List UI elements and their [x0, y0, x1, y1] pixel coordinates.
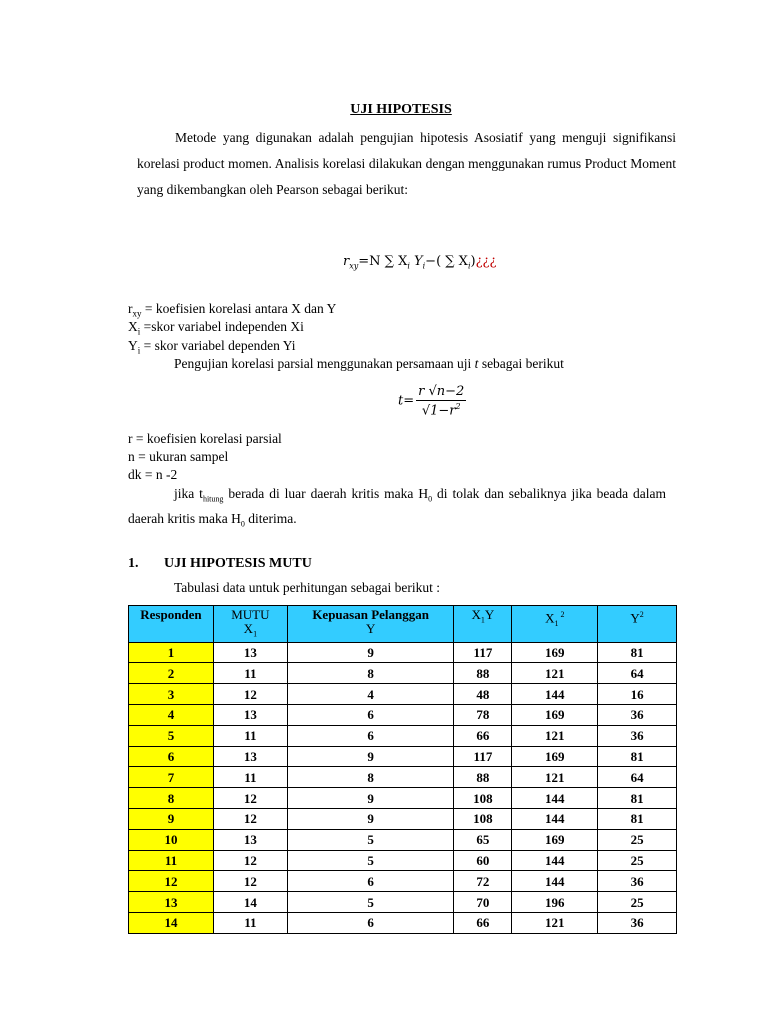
cell-mutu: 13 — [213, 746, 287, 767]
cell-mutu: 13 — [213, 642, 287, 663]
cell-xy: 65 — [454, 829, 512, 850]
table-caption: Tabulasi data untuk perhitungan sebagai berikut : — [174, 580, 440, 595]
definition-rxy: $r_{xy}$ = koefisien korelasi antara X dan Y — [128, 301, 337, 319]
cell-y-squared: 81 — [598, 788, 677, 809]
header-responden: Responden — [129, 606, 214, 643]
cell-xy: 66 — [454, 912, 512, 933]
cell-responden: 3 — [129, 684, 214, 705]
table-row — [129, 912, 677, 933]
cell-responden: 4 — [129, 704, 214, 725]
cell-x-squared: 121 — [512, 912, 598, 933]
cell-x-squared: 144 — [512, 788, 598, 809]
cell-responden: 10 — [129, 829, 214, 850]
cell-kepuasan: 4 — [287, 684, 454, 705]
table-row — [129, 642, 677, 663]
cell-xy: 117 — [454, 642, 512, 663]
page-title: UJI HIPOTESIS — [350, 102, 452, 117]
intro-paragraph — [137, 125, 676, 203]
cell-responden: 7 — [129, 767, 214, 788]
cell-xy: 88 — [454, 767, 512, 788]
cell-y-squared: 81 — [598, 642, 677, 663]
section-heading: 1. UJI HIPOTESIS MUTU — [128, 556, 312, 571]
table-row — [129, 704, 677, 725]
header-x-squared: $X_1$ $^2$ — [512, 606, 598, 643]
cell-kepuasan: 8 — [287, 767, 454, 788]
legend-n: n = ukuran sampel — [128, 449, 229, 464]
cell-xy: 66 — [454, 725, 512, 746]
cell-y-squared: 81 — [598, 746, 677, 767]
cell-mutu: 11 — [213, 725, 287, 746]
cell-responden: 2 — [129, 663, 214, 684]
cell-responden: 1 — [129, 642, 214, 663]
table-row — [129, 725, 677, 746]
cell-xy: 117 — [454, 746, 512, 767]
cell-mutu: 11 — [213, 767, 287, 788]
table-row — [129, 808, 677, 829]
cell-x-squared: 169 — [512, 704, 598, 725]
header-kepuasan: Kepuasan Pelanggan Y — [287, 606, 454, 643]
table-row — [129, 663, 677, 684]
cell-mutu: 11 — [213, 663, 287, 684]
pearson-formula: $r_{xy}=N$ ∑ $X_i$ $Y_i-$( ∑ $X_i)¿¿¿$ — [343, 254, 497, 271]
cell-xy: 108 — [454, 808, 512, 829]
cell-y-squared: 64 — [598, 663, 677, 684]
cell-kepuasan: 5 — [287, 829, 454, 850]
cell-mutu: 12 — [213, 684, 287, 705]
cell-mutu: 12 — [213, 808, 287, 829]
definition-yi: $Y_i$ = skor variabel dependen Yi — [128, 338, 296, 356]
cell-kepuasan: 9 — [287, 746, 454, 767]
table-header-row — [129, 606, 677, 643]
partial-correlation-intro: Pengujian korelasi parsial menggunakan persamaan uji t sebagai berikut — [174, 356, 564, 371]
t-test-formula: t= $\frac{r √n-2}{√1-r^2}$ — [398, 384, 465, 419]
cell-responden: 5 — [129, 725, 214, 746]
cell-kepuasan: 6 — [287, 725, 454, 746]
table-row — [129, 850, 677, 871]
cell-x-squared: 169 — [512, 642, 598, 663]
cell-mutu: 12 — [213, 788, 287, 809]
table-row — [129, 829, 677, 850]
cell-x-squared: 144 — [512, 808, 598, 829]
cell-kepuasan: 9 — [287, 642, 454, 663]
cell-x-squared: 144 — [512, 684, 598, 705]
table-row — [129, 871, 677, 892]
header-y-squared: $Y^2$ — [598, 606, 677, 643]
cell-x-squared: 121 — [512, 663, 598, 684]
cell-responden: 11 — [129, 850, 214, 871]
cell-xy: 72 — [454, 871, 512, 892]
cell-x-squared: 196 — [512, 892, 598, 913]
cell-xy: 48 — [454, 684, 512, 705]
cell-y-squared: 16 — [598, 684, 677, 705]
cell-x-squared: 144 — [512, 850, 598, 871]
cell-mutu: 14 — [213, 892, 287, 913]
cell-y-squared: 64 — [598, 767, 677, 788]
table-row — [129, 892, 677, 913]
intro-text: Metode yang digunakan adalah pengujian hipotesis Asosiatif yang menguji signifikansi korelasi product momen. Analisis korelasi dilakukan dengan menggunakan rumus Product Moment yang dikembangkan oleh Pearson sebagai berikut: — [137, 130, 676, 197]
cell-y-squared: 25 — [598, 892, 677, 913]
cell-y-squared: 36 — [598, 704, 677, 725]
cell-y-squared: 25 — [598, 829, 677, 850]
cell-xy: 108 — [454, 788, 512, 809]
cell-x-squared: 169 — [512, 829, 598, 850]
cell-y-squared: 36 — [598, 725, 677, 746]
cell-y-squared: 36 — [598, 912, 677, 933]
cell-responden: 6 — [129, 746, 214, 767]
definition-xi: $X_i$ =skor variabel independen Xi — [128, 319, 304, 337]
cell-y-squared: 25 — [598, 850, 677, 871]
cell-responden: 8 — [129, 788, 214, 809]
cell-kepuasan: 9 — [287, 808, 454, 829]
cell-xy: 60 — [454, 850, 512, 871]
cell-responden: 9 — [129, 808, 214, 829]
cell-kepuasan: 6 — [287, 704, 454, 725]
cell-kepuasan: 9 — [287, 788, 454, 809]
header-xy: $X_1Y$ — [454, 606, 512, 643]
cell-mutu: 12 — [213, 871, 287, 892]
cell-y-squared: 36 — [598, 871, 677, 892]
cell-xy: 70 — [454, 892, 512, 913]
cell-mutu: 13 — [213, 704, 287, 725]
cell-x-squared: 169 — [512, 746, 598, 767]
cell-responden: 14 — [129, 912, 214, 933]
cell-kepuasan: 6 — [287, 871, 454, 892]
cell-x-squared: 121 — [512, 767, 598, 788]
cell-xy: 78 — [454, 704, 512, 725]
cell-y-squared: 81 — [598, 808, 677, 829]
cell-kepuasan: 8 — [287, 663, 454, 684]
cell-mutu: 12 — [213, 850, 287, 871]
table-row — [129, 767, 677, 788]
cell-x-squared: 121 — [512, 725, 598, 746]
cell-mutu: 11 — [213, 912, 287, 933]
header-mutu: MUTU $X_1$ — [213, 606, 287, 643]
cell-xy: 88 — [454, 663, 512, 684]
cell-responden: 13 — [129, 892, 214, 913]
cell-x-squared: 144 — [512, 871, 598, 892]
table-row — [129, 684, 677, 705]
cell-kepuasan: 5 — [287, 892, 454, 913]
data-table — [128, 605, 677, 934]
cell-kepuasan: 5 — [287, 850, 454, 871]
legend-r: r = koefisien korelasi parsial — [128, 431, 282, 446]
cell-responden: 12 — [129, 871, 214, 892]
cell-mutu: 13 — [213, 829, 287, 850]
cell-kepuasan: 6 — [287, 912, 454, 933]
legend-dk: dk = n -2 — [128, 467, 178, 482]
table-row — [129, 788, 677, 809]
decision-rule: jika $t_{hitung}$ berada di luar daerah kritis maka $H_0$ di tolak dan sebaliknya jika beada dalam daerah kritis maka $H_0$ diterima. — [128, 486, 667, 529]
table-row — [129, 746, 677, 767]
